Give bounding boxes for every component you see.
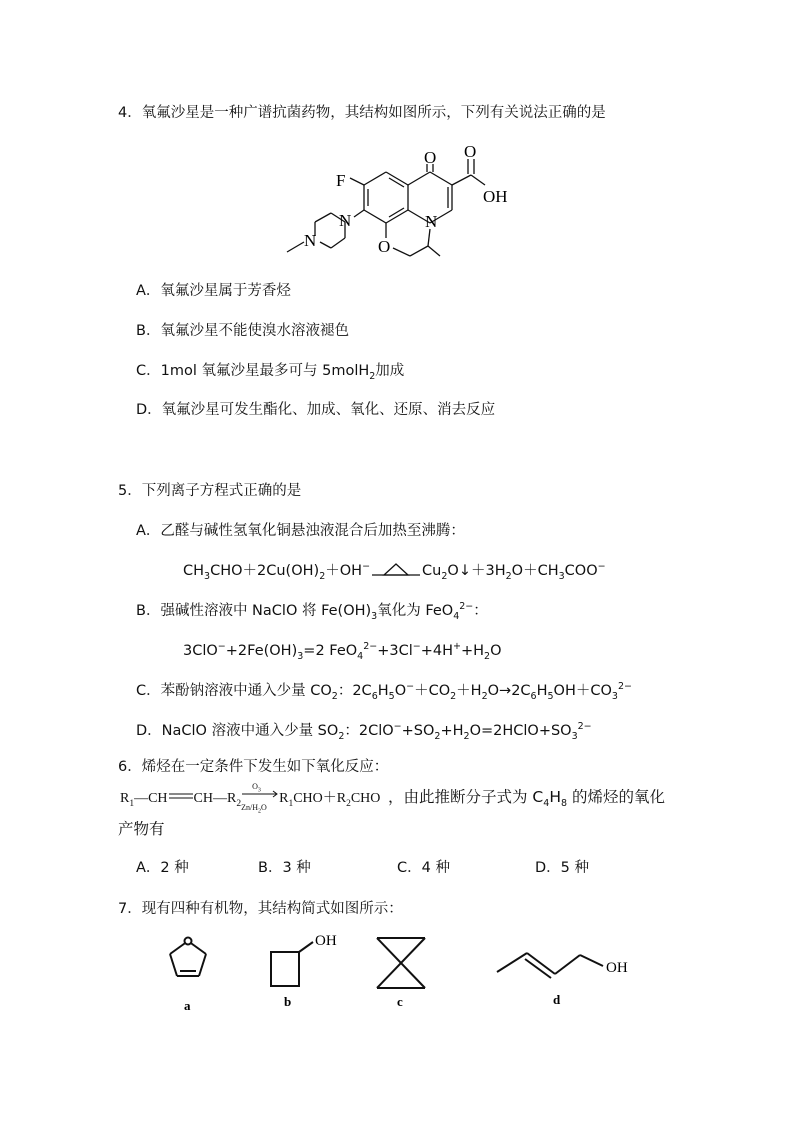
- q5-b-part: 氧化为 FeO: [377, 603, 454, 619]
- nitrogen-label-1: N: [339, 211, 352, 230]
- eq-b-part: +3Cl: [377, 643, 413, 659]
- q5-d-part: O=2HClO+SO: [469, 723, 572, 739]
- q5-c-part: C．苯酚钠溶液中通入少量 CO: [136, 683, 332, 699]
- structure-c: [377, 938, 425, 988]
- q4-option-b: B．氧氟沙星不能使溴水溶液褪色: [136, 323, 349, 339]
- q5-c-part: OH＋CO: [553, 683, 612, 699]
- rxn-sub: 1: [288, 798, 294, 809]
- rxn-part: CH—R: [193, 791, 237, 806]
- eq-b-sup: −: [217, 641, 226, 653]
- q6-tail-part: ，由此推断分子式为 C: [388, 788, 544, 806]
- eq-b-part: +H: [460, 643, 485, 659]
- q5-b-sub: 4: [453, 610, 460, 622]
- ketone-oxygen-label: O: [424, 148, 437, 167]
- q6-option-b: B．3 种: [258, 860, 311, 876]
- q5-d-sub: 2: [434, 730, 441, 742]
- structure-c-label: c: [397, 994, 403, 1009]
- q5-c-part: O→2C: [487, 683, 531, 699]
- q5-c-sub: 3: [611, 690, 618, 702]
- eq-a-sub: 2: [319, 570, 326, 582]
- q6-option-c: C．4 种: [397, 860, 450, 876]
- cond-bottom-text: Zn/H: [241, 803, 258, 812]
- nitrogen-label-2: N: [425, 212, 438, 231]
- q4-option-c-sub: 2: [369, 370, 376, 382]
- q5-c-sub: 2: [481, 690, 488, 702]
- structure-a: [170, 938, 206, 977]
- rxn-part: R: [279, 791, 289, 806]
- q6-stem: 6．烯烃在一定条件下发生如下氧化反应：: [118, 759, 389, 775]
- q5-c-sub: 6: [371, 690, 378, 702]
- q5-c-sub: 5: [547, 690, 554, 702]
- structure-d: [497, 953, 603, 978]
- rxn-part: CHO＋R: [293, 791, 347, 806]
- eq-b-part: 3ClO: [183, 643, 218, 659]
- cond-bottom-sub: 2: [257, 808, 261, 815]
- q5-b-part: B．强碱性溶液中 NaClO 将 Fe(OH): [136, 603, 372, 619]
- q4-stem: 4．氧氟沙星是一种广谱抗菌药物，其结构如图所示，下列有关说法正确的是: [118, 105, 606, 121]
- q5-d-sup: −: [393, 721, 402, 733]
- eq-a-part: O↓＋3H: [447, 563, 506, 579]
- q4-option-c-end: 加成: [375, 363, 405, 379]
- q5-d-part: +H: [440, 723, 464, 739]
- q7-stem: 7．现有四种有机物，其结构简式如图所示：: [118, 901, 403, 917]
- eq-b-sup: +: [453, 641, 461, 653]
- eq-a-sup: −: [597, 561, 606, 573]
- q5-c-part: ＋CO: [414, 683, 451, 699]
- q4-option-a: A．氧氟沙星属于芳香烃: [136, 283, 291, 299]
- structure-b-oh-label: OH: [315, 933, 337, 949]
- q6-tail-sub: 8: [560, 798, 568, 810]
- eq-b-part: =2 FeO: [303, 643, 358, 659]
- eq-b-sub: 2: [484, 650, 491, 662]
- q5-b-sup: 2−: [459, 601, 474, 613]
- eq-a-sub: 3: [558, 570, 565, 582]
- rxn-part: R: [120, 791, 130, 806]
- q5-stem: 5．下列离子方程式正确的是: [118, 483, 302, 499]
- q5-option-a: A．乙醛与碱性氢氧化铜悬浊液混合后加热至沸腾：: [136, 523, 465, 539]
- structure-b-label: b: [284, 994, 292, 1009]
- eq-a-part: CHO＋2Cu(OH): [210, 563, 320, 579]
- fluorine-label: F: [336, 171, 346, 190]
- acid-oxygen-label: O: [464, 142, 477, 161]
- q6-option-a: A．2 种: [136, 860, 189, 876]
- nitrogen-label-3: N: [304, 231, 317, 250]
- eq-b-sub: 4: [357, 650, 364, 662]
- eq-a-part: Cu: [422, 563, 442, 579]
- cond-bottom-end: O: [260, 803, 267, 812]
- structure-b: [271, 942, 313, 986]
- q5-c-part: ：2C: [337, 683, 372, 699]
- q5-d-part: +SO: [401, 723, 435, 739]
- q6-line2: 产物有: [118, 820, 165, 838]
- ring-oxygen-label: O: [378, 237, 391, 256]
- cond-top-sub: 3: [257, 787, 261, 794]
- q5-d-sub: 2: [338, 730, 345, 742]
- q6-option-d: D．5 种: [535, 860, 589, 876]
- q5-d-part: ：2ClO: [344, 723, 394, 739]
- eq-b-part: +2Fe(OH): [225, 643, 298, 659]
- q5-c-sup: 2−: [617, 681, 632, 693]
- eq-a-part: CH: [183, 563, 205, 579]
- rxn-part: —CH: [134, 791, 168, 806]
- q5-c-part: H: [377, 683, 389, 699]
- rxn-sub: 1: [129, 798, 135, 809]
- q5-d-part: D．NaClO 溶液中通入少量 SO: [136, 723, 339, 739]
- eq-a-sub: 2: [441, 570, 448, 582]
- q4-option-d: D．氧氟沙星可发生酯化、加成、氧化、还原、消去反应: [136, 402, 496, 418]
- rxn-sub: 2: [236, 798, 242, 809]
- rxn-sub: 2: [346, 798, 351, 809]
- q5-d-sub: 3: [571, 730, 578, 742]
- q5-c-part: ＋H: [456, 683, 482, 699]
- q5-d-sup: 2−: [577, 721, 592, 733]
- q5-d-sub: 2: [463, 730, 470, 742]
- q6-tail-part: 的烯烃的氧化: [567, 788, 665, 806]
- eq-b-sup: −: [412, 641, 421, 653]
- q5-c-sub: 2: [450, 690, 457, 702]
- q5-c-part: H: [536, 683, 548, 699]
- eq-a-part: ＋OH: [325, 563, 363, 579]
- eq-a-part: COO: [564, 563, 598, 579]
- q6-tail-sub: 4: [543, 798, 550, 810]
- hydroxyl-label: OH: [483, 187, 508, 206]
- eq-b-part: +4H: [420, 643, 454, 659]
- q5-c-sub: 5: [388, 690, 395, 702]
- q5-b-part: ：: [473, 603, 488, 619]
- q5-c-sub: 2: [331, 690, 338, 702]
- q6-tail-part: H: [549, 788, 561, 806]
- eq-a-part: O＋CH: [511, 563, 559, 579]
- q4-option-c-part: C．1mol 氧氟沙星最多可与 5molH: [136, 363, 370, 379]
- q5-c-sub: 6: [530, 690, 537, 702]
- q5-c-part: O: [394, 683, 407, 699]
- rxn-part: CHO: [350, 791, 381, 806]
- eq-b-sub: 3: [297, 650, 304, 662]
- eq-a-sup: −: [362, 561, 371, 573]
- eq-a-sub: 3: [204, 570, 211, 582]
- eq-b-sup: 2−: [363, 641, 378, 653]
- eq-b-part: O: [490, 643, 502, 659]
- eq-a-sub: 2: [505, 570, 512, 582]
- cond-top-text: O: [252, 782, 258, 791]
- q5-c-sup: −: [406, 681, 415, 693]
- structure-a-label: a: [184, 998, 191, 1013]
- structure-d-label: d: [553, 992, 561, 1007]
- q5-b-sub: 3: [371, 610, 378, 622]
- structure-d-oh-label: OH: [606, 960, 628, 976]
